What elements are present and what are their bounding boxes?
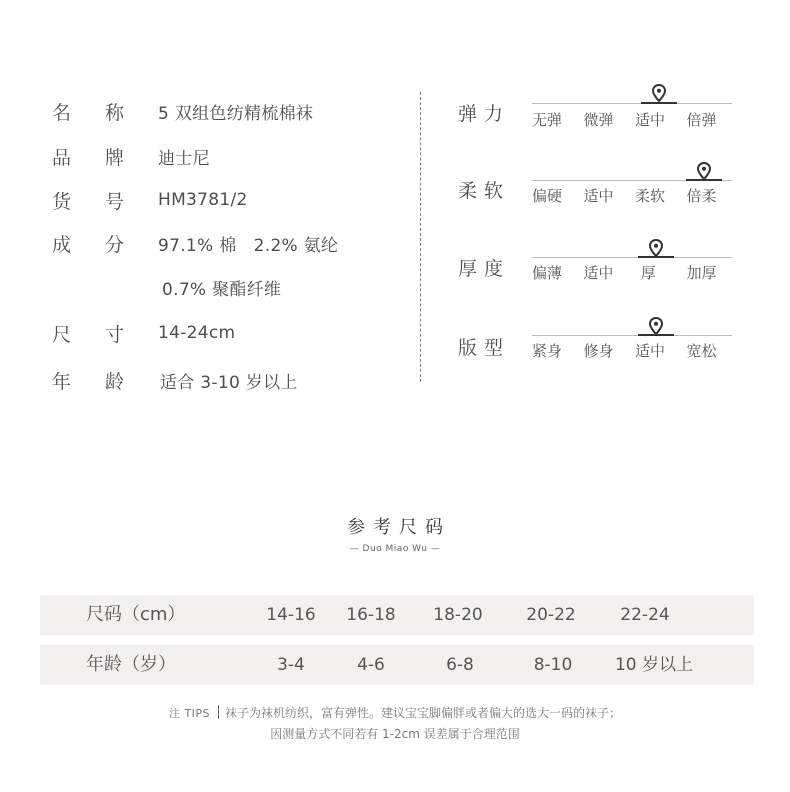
location-pin-icon	[697, 162, 711, 182]
size-chart-title: 参考尺码	[347, 517, 451, 538]
info-row-age	[52, 365, 298, 395]
table-cell: 14-16	[266, 605, 316, 625]
table-cell: 3-4	[277, 655, 305, 675]
info-value-item-no: HM3781/2	[158, 190, 248, 210]
tips-separator	[218, 705, 219, 719]
info-row-brand	[52, 141, 210, 171]
scale-option: 偏硬	[532, 187, 563, 205]
info-value-name: 5 双组色纺精梳棉袜	[158, 103, 314, 124]
scale-options	[532, 340, 738, 361]
row-label: 年龄（岁）	[86, 654, 176, 675]
tips-text-1: 袜子为袜机纺织，富有弹性。建议宝宝脚偏胖或者偏大的选大一码的袜子；	[225, 706, 622, 720]
info-row-composition	[52, 228, 338, 258]
scale-option: 适中	[635, 111, 666, 129]
table-cell: 6-8	[446, 655, 474, 675]
info-value-brand: 迪士尼	[158, 148, 210, 169]
scale-option: 适中	[583, 187, 614, 205]
location-pin-icon	[649, 317, 663, 337]
scale-line	[532, 103, 732, 104]
scale-option: 宽松	[686, 342, 717, 360]
scale-options	[532, 262, 738, 283]
size-chart-subtitle: — Duo Miao Wu —	[349, 544, 441, 554]
info-label: 年 龄	[52, 370, 124, 393]
table-cell: 4-6	[357, 655, 385, 675]
scale-option: 偏薄	[532, 264, 563, 282]
tips-line-1	[0, 704, 790, 721]
scale-option: 倍弹	[686, 111, 717, 129]
table-row-size	[40, 595, 754, 635]
table-cell: 22-24	[620, 605, 670, 625]
info-row-name	[52, 96, 313, 126]
scale-line	[532, 335, 732, 336]
tips-tag: 注 TIPS	[168, 707, 211, 720]
scale-option: 适中	[635, 342, 666, 360]
info-label: 品 牌	[52, 146, 124, 169]
info-value-size: 14-24cm	[158, 323, 236, 343]
table-row-age	[40, 645, 754, 685]
table-cell: 20-22	[526, 605, 576, 625]
scale-option: 修身	[583, 342, 614, 360]
table-cell: 8-10	[533, 655, 573, 675]
info-row-composition-cont	[52, 272, 281, 302]
table-cell: 16-18	[346, 605, 396, 625]
scale-option: 倍柔	[686, 187, 717, 205]
tips-text-2: 因测量方式不同若有 1-2cm 误差属于合理范围	[270, 727, 520, 741]
info-row-item-no	[52, 185, 248, 215]
scale-options	[532, 185, 738, 206]
scale-option: 适中	[583, 264, 614, 282]
scale-option: 加厚	[686, 264, 717, 282]
table-cell: 10 岁以上	[614, 655, 694, 675]
scale-options	[532, 109, 738, 130]
table-cell: 18-20	[433, 605, 483, 625]
attr-title-elasticity: 弹力	[458, 103, 511, 125]
attr-title-fit: 版型	[458, 337, 511, 359]
row-label: 尺码（cm）	[86, 604, 186, 625]
info-row-size	[52, 318, 235, 348]
scale-option: 柔软	[635, 187, 666, 205]
scale-option: 无弹	[532, 111, 563, 129]
info-label: 成 分	[52, 233, 124, 256]
info-label: 尺 寸	[52, 323, 124, 346]
info-value-age: 适合 3-10 岁以上	[160, 372, 298, 393]
vertical-divider	[420, 92, 421, 382]
scale-option: 微弹	[583, 111, 614, 129]
attr-title-softness: 柔软	[458, 180, 511, 202]
location-pin-icon	[652, 84, 666, 104]
info-value-composition: 97.1% 棉 2.2% 氨纶	[158, 235, 339, 256]
attr-title-thickness: 厚度	[458, 258, 511, 280]
info-label: 货 号	[52, 190, 124, 213]
info-label: 名 称	[52, 101, 124, 124]
info-value-composition-cont: 0.7% 聚酯纤维	[162, 279, 282, 300]
tips-line-2	[0, 725, 790, 742]
scale-option: 厚	[640, 264, 656, 282]
scale-line	[532, 257, 732, 258]
scale-option: 紧身	[532, 342, 563, 360]
location-pin-icon	[649, 239, 663, 259]
